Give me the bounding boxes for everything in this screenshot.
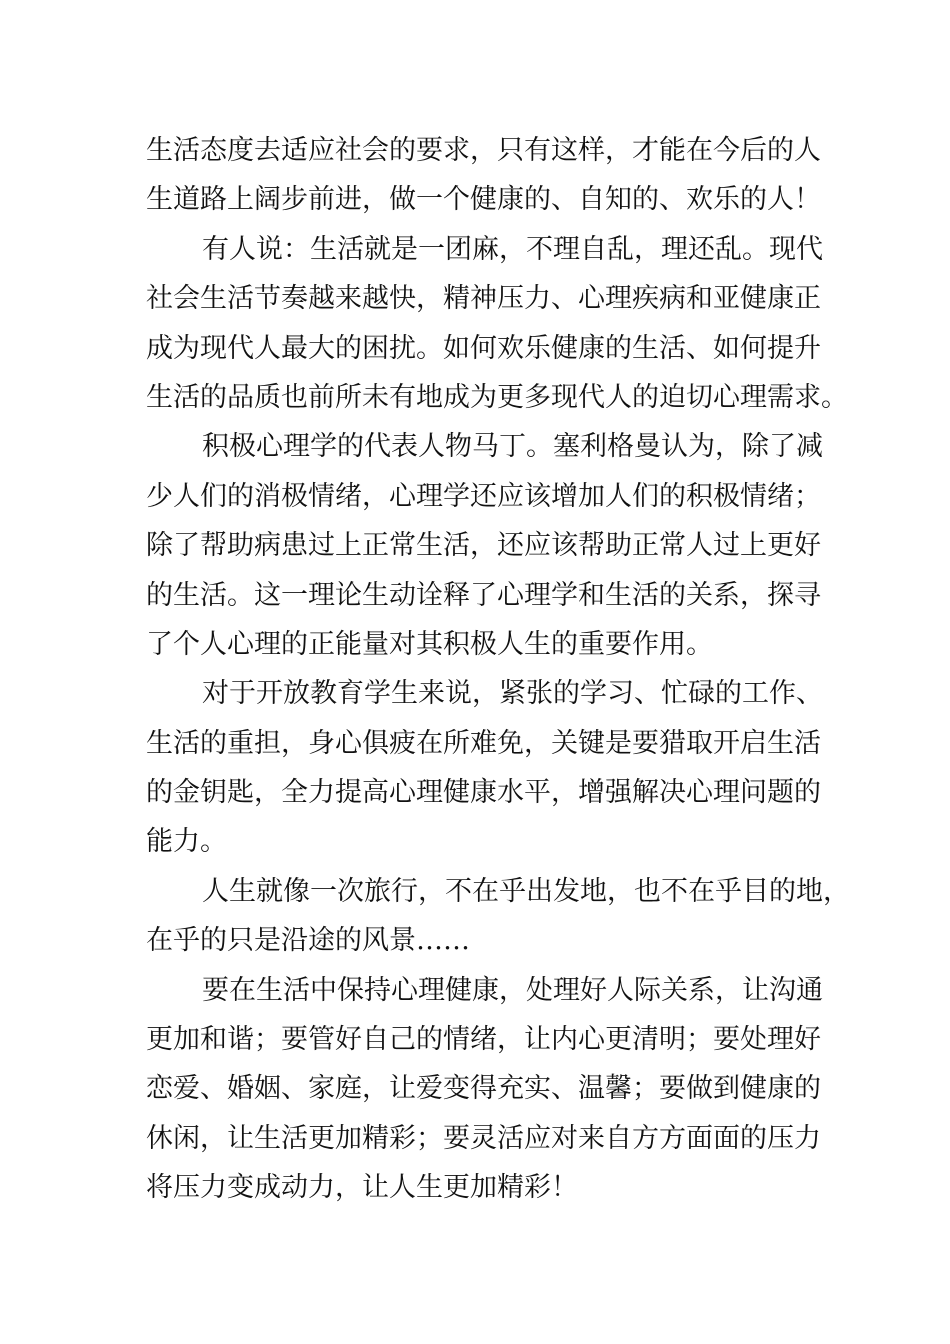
text-line: 将压力变成动力，让人生更加精彩！: [146, 1172, 578, 1204]
text-line: 生活态度去适应社会的要求，只有这样，才能在今后的人: [146, 135, 821, 166]
text-line: 生道路上阔步前进，做一个健康的、自知的、欢乐的人！: [146, 184, 821, 216]
text-line: 要在生活中保持心理健康，处理好人际关系，让沟通: [202, 974, 823, 1006]
text-line: 积极心理学的代表人物马丁。塞利格曼认为，除了减: [202, 431, 823, 463]
text-line: 社会生活节奏越来越快，精神压力、心理疾病和亚健康正: [146, 283, 821, 315]
paragraph: [146, 966, 826, 1213]
text-line: 更加和谐；要管好自己的情绪，让内心更清明；要处理好: [146, 1024, 821, 1056]
text-line: 少人们的消极情绪，心理学还应该增加人们的积极情绪；: [146, 480, 821, 512]
paragraph: [146, 126, 826, 225]
paragraph: [146, 669, 826, 867]
text-line: 恋爱、婚姻、家庭，让爱变得充实、温馨；要做到健康的: [146, 1073, 821, 1105]
text-line: 除了帮助病患过上正常生活，还应该帮助正常人过上更好: [146, 530, 821, 562]
text-line: 生活的重担，身心俱疲在所难免，关键是要猎取开启生活: [146, 727, 821, 759]
text-line: 休闲，让生活更加精彩；要灵活应对来自方方面面的压力: [146, 1122, 821, 1154]
text-line: 对于开放教育学生来说，紧张的学习、忙碌的工作、: [202, 678, 823, 710]
paragraph: [146, 867, 850, 966]
text-line: 能力。: [146, 826, 227, 858]
document-body: [146, 126, 850, 1213]
text-line: 人生就像一次旅行，不在乎出发地，也不在乎目的地，: [202, 875, 850, 907]
text-line: 成为现代人最大的困扰。如何欢乐健康的生活、如何提升: [146, 332, 821, 364]
text-line: 在乎的只是沿途的风景……: [146, 925, 470, 957]
text-line: 了个人心理的正能量对其积极人生的重要作用。: [146, 628, 713, 660]
text-line: 的金钥匙，全力提高心理健康水平，增强解决心理问题的: [146, 777, 821, 809]
text-line: 的生活。这一理论生动诠释了心理学和生活的关系，探寻: [146, 579, 821, 611]
text-line: 有人说：生活就是一团麻，不理自乱，理还乱。现代: [202, 233, 823, 265]
paragraph: [146, 422, 826, 669]
text-line: 生活的品质也前所未有地成为更多现代人的迫切心理需求。: [146, 381, 848, 413]
paragraph: [146, 225, 848, 423]
